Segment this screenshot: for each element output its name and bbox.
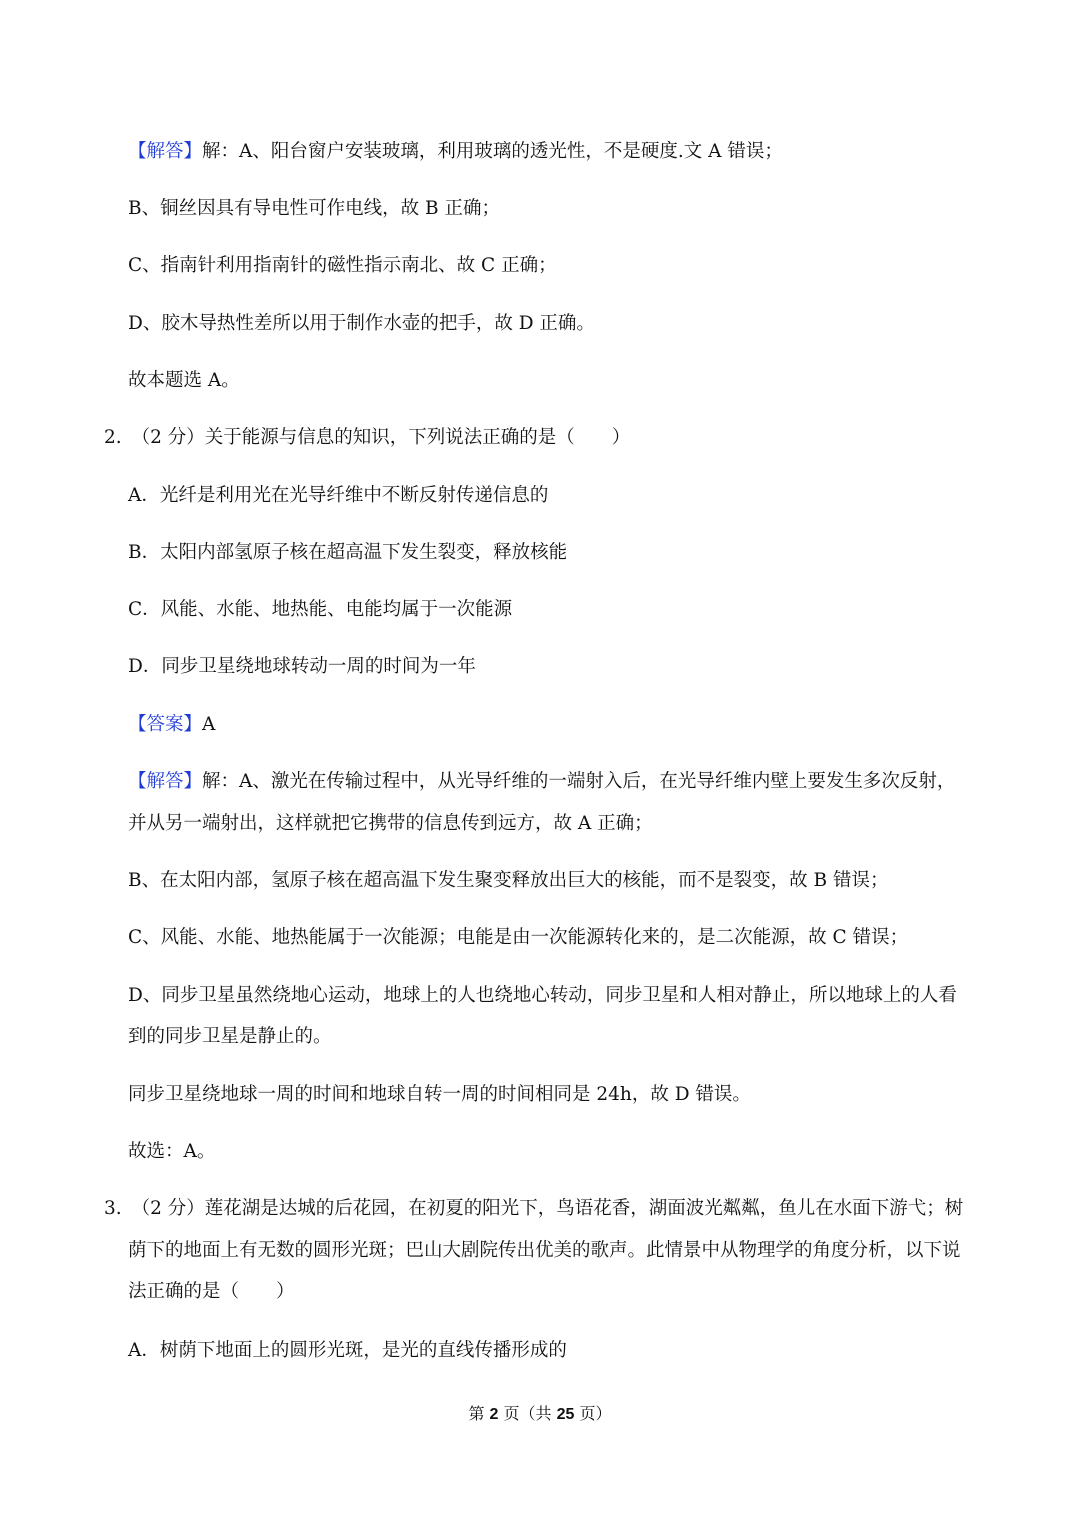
q2-analysis-d3: 同步卫星绕地球一周的时间和地球自转一周的时间相同是 24h，故 D 错误。 <box>128 1084 751 1105</box>
page-footer <box>0 1402 1080 1427</box>
q2-stem: （2 分）关于能源与信息的知识，下列说法正确的是（ ） <box>131 427 631 448</box>
q2-option-b: B．太阳内部氢原子核在超高温下发生裂变，释放核能 <box>128 542 568 563</box>
q2-analysis-a1: 解：A、激光在传输过程中，从光导纤维的一端射入后，在光导纤维内壁上要发生多次反射， <box>202 771 956 792</box>
q1-analysis-line <box>128 140 783 164</box>
q2-number: 2. <box>104 427 122 448</box>
q3-number: 3. <box>104 1198 122 1219</box>
footer-suffix: 页） <box>574 1404 612 1423</box>
q3-option-a: A．树荫下地面上的圆形光斑，是光的直线传播形成的 <box>128 1340 567 1361</box>
q3-stem-line <box>104 1197 963 1221</box>
q2-option-c: C．风能、水能、地热能、电能均属于一次能源 <box>128 599 513 620</box>
q2-conclusion: 故选：A。 <box>128 1141 216 1162</box>
q2-analysis-tag: 【解答】 <box>128 771 203 792</box>
q3-stem-2: 荫下的地面上有无数的圆形光斑；巴山大剧院传出优美的歌声。此情景中从物理学的角度分析，以下说 <box>128 1240 961 1261</box>
q3-stem-3: 法正确的是（ ） <box>128 1281 295 1302</box>
footer-total-pages: 25 <box>556 1406 575 1423</box>
q2-answer-tag: 【答案】 <box>128 714 203 735</box>
q2-analysis-a2: 并从另一端射出，这样就把它携带的信息传到远方，故 A 正确； <box>128 813 653 834</box>
q2-analysis-c: C、风能、水能、地热能属于一次能源；电能是由一次能源转化来的，是二次能源，故 C 错误； <box>128 927 909 948</box>
footer-mid: 页（共 <box>498 1404 557 1423</box>
q1-line-b: B、铜丝因具有导电性可作电线，故 B 正确； <box>128 198 500 219</box>
q2-analysis-d1: D、同步卫星虽然绕地心运动，地球上的人也绕地心转动，同步卫星和人相对静止，所以地球上的人看 <box>128 985 957 1006</box>
footer-prefix: 第 <box>468 1404 490 1423</box>
q1-conclusion: 故本题选 A。 <box>128 370 240 391</box>
q2-option-d: D．同步卫星绕地球转动一周的时间为一年 <box>128 656 476 677</box>
q2-stem-line <box>104 426 630 450</box>
q2-answer-value: A <box>202 714 216 735</box>
q2-analysis-d2: 到的同步卫星是静止的。 <box>128 1026 332 1047</box>
q2-analysis-line <box>128 770 955 794</box>
q1-analysis-text: 解：A、阳台窗户安装玻璃，利用玻璃的透光性，不是硬度.文 A 错误； <box>202 141 783 162</box>
q3-stem-1: （2 分）莲花湖是达城的后花园，在初夏的阳光下，鸟语花香，湖面波光粼粼，鱼儿在水面下游弋；树 <box>131 1198 964 1219</box>
q2-answer-line <box>128 713 215 737</box>
q2-analysis-b: B、在太阳内部，氢原子核在超高温下发生聚变释放出巨大的核能，而不是裂变，故 B 错误； <box>128 870 889 891</box>
q1-analysis-tag: 【解答】 <box>128 141 203 162</box>
q1-line-d: D、胶木导热性差所以用于制作水壶的把手，故 D 正确。 <box>128 313 595 334</box>
q1-line-c: C、指南针利用指南针的磁性指示南北、故 C 正确； <box>128 255 557 276</box>
q2-option-a: A．光纤是利用光在光导纤维中不断反射传递信息的 <box>128 485 549 506</box>
footer-page-number: 2 <box>489 1406 499 1423</box>
